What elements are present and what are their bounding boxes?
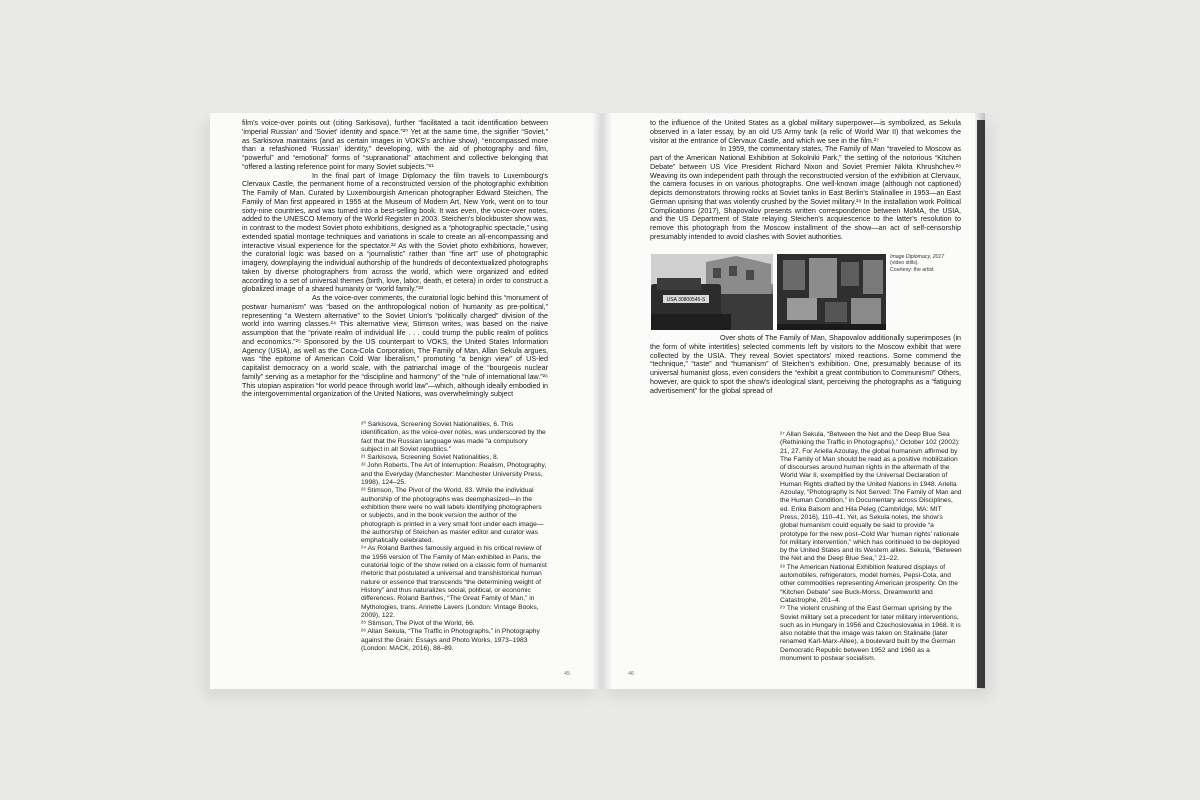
figure-caption [890, 254, 970, 273]
video-still-tank [651, 254, 773, 330]
caption-line-2: (video stills). [890, 260, 919, 267]
right-paragraph-2: In 1959, the commentary states, The Family of Man “traveled to Moscow as part of the American National Exhibition at Sokolniki Park,” the setting of the notorious “Kitchen Debate” between US Vice President Richard Nixon and Soviet Premier Nikita Khrushchev.²⁸ Weaving its own independent path through the reconstructed version of the exhibition at Clervaux, the camera focuses in on various photographs. One well-known image (although not captioned) depicts demonstrators throwing rocks at Soviet tanks in East Berlin's Stalinallee in 1953—an East German uprising that was violently crushed by the Soviet military.²⁹ In the installation work Political Complications (2017), Shapovalov presents written correspondence between MoMA, the USIA, and the US Department of State relaying Steichen's acquiescence to the latter's resolution to remove this photograph from the Moscow installment of the show—an act of self-censorship presumably intended to avoid clashes with Soviet authorities. [650, 145, 961, 241]
left-paragraph-1: film's voice-over points out (citing Sarkisova), further “facilitated a tacit identification between 'imperial Russian' and 'Soviet' identity and space.”²⁰ Yet at the same time, the signifier “Soviet,” as Sarkisova maintains (and as certain images in VOKS's archive show), “encompassed more than a refashioned 'Russian' identity,” developing, with the aid of photography and film, “powerful” and “emotional” forms of “supranational” attachment and collective belonging that “offered a lasting reference point for many Soviet subjects.”²¹ [242, 119, 548, 171]
footnote-28: ²⁸ The American National Exhibition featured displays of automobiles, refrigerators, model homes, Pepsi-Cola, and other commodities representing American prosperity. On the “Kitchen Debate” see Buck-Morss, Dreamworld and Catastrophe, 201–4. [780, 563, 958, 604]
right-page-number: 46 [628, 671, 635, 677]
footnote-22: ²² John Roberts, The Art of Interruption: Realism, Photography, and the Everyday (Manchester: Manchester University Press, 1998), 124–25. [361, 462, 547, 487]
footnote-27: ²⁷ Allan Sekula, “Between the Net and the Deep Blue Sea (Rethinking the Traffic in Photographs),” October 102 (2002): 21, 27. For Ariella Azoulay, the global humanism affirmed by The Family of Man should be read as a positive mobilization of discourses around human rights in the aftermath of the World War II, exemplified by the Universal Declaration of Human Rights drafted by the United Nations in 1948. Ariella Azoulay, “Photography Is Not Served: The Family of Man and the Human Condition,” in Documentary across Disciplines, ed. Erika Balsom and Hila Peleg (Cambridge, MA: MIT Press, 2016), 110–41. Yet, as Sekula notes, the show's global humanism could equally be said to provide “a prototype for the new post–Cold War 'human rights' rationale for military intervention,” which has continued to be deployed by the United States and its Western allies. Sekula, “Between the Net and the Deep Blue Sea,” 21–22. [780, 431, 962, 563]
left-page-number: 45 [564, 671, 571, 677]
footnote-29: ²⁹ The violent crushing of the East German uprising by the Soviet military set a precedent for later military interventions, such as in Hungary in 1956 and Czechoslovakia in 1968. It is also notable that the image was taken on Stalinalle (later renamed Karl-Marx-Allee), a boulevard built by the German Democratic Republic between 1952 and 1960 as a monument to postwar socialism. [780, 605, 961, 663]
caption-line-3: Courtesy: the artist [890, 266, 934, 273]
right-paragraph-1: to the influence of the United States as a global military superpower—is symbolized, as Sekula observed in a later essay, by an old US Army tank (a relic of World War II) that welcomes the visitor at the entrance of Clervaux Castle, and which we see in the film.²⁷ [650, 119, 961, 145]
left-paragraph-2: In the final part of Image Diplomacy the film travels to Luxembourg's Clervaux Castle, the permanent home of a reconstructed version of the photographic exhibition The Family of Man. Curated by Luxembourgish American photographer Edward Steichen, The Family of Man first appeared in 1955 at the Museum of Modern Art, New York, went on to tour sixty-nine countries, and was turned into a best-selling book. It was even, the voice-over notes, added to the UNESCO Memory of the World Register in 2003. Steichen's blockbuster show was, in contrast to the modest Soviet photo exhibitions, designed as a “photographic spectacle,” using extended spatial montage techniques and variations in scale to create an all-encompassing and interactive visual experience for the spectator.²² As with the Soviet photo exhibitions, however, the curatorial logic was based on a “journalistic” rather than “fine art” use of photographic imagery, downplaying the individual authorship of the hundreds of decontextualized photographs taken by diverse photographers from across the world, which were organized and edited according to a set of universal themes (birth, love, labor, death, et cetera) in order to construct a globalized image of a shared humanity or “world family.”²³ [242, 171, 548, 294]
footnote-26: ²⁶ Allan Sekula, “The Traffic in Photographs,” in Photography against the Grain: Essays and Photo Works, 1973–1983 (London: MACK, 2016), 88–89. [361, 628, 540, 653]
left-footnotes [361, 421, 549, 653]
right-body-text-top [650, 119, 961, 242]
video-still-exhibition [777, 254, 886, 330]
footnote-25: ²⁵ Stimson, The Pivot of the World, 66. [361, 620, 475, 628]
right-footnotes [780, 431, 962, 663]
footnote-21: ²¹ Sarkisova, Screening Soviet Nationalities, 8. [361, 454, 499, 462]
right-body-text-bottom [650, 334, 961, 395]
footnote-20: ²⁰ Sarkisova, Screening Soviet Nationalities, 6. This identification, as the voice-over notes, was underscored by the fact that the Russian language was made “a compulsory subject in all Soviet republics.” [361, 421, 546, 453]
footnote-23: ²³ Stimson, The Pivot of the World, 83. While the individual authorship of the photographs was deemphasized—in the exhibition there were no wall labels identifying photographers or subjects, and in the book version the author of the photograph is printed in a very small font under each image—the authorship of Steichen as master editor and curator was emphatically celebrated. [361, 487, 544, 545]
caption-line-1: Image Diplomacy, 2017 [890, 254, 945, 260]
tank-number-text: USA 30800545-S [666, 297, 706, 303]
cover-edge [977, 120, 985, 688]
exhibition-still-illustration [777, 254, 886, 330]
footnote-24: ²⁴ As Roland Barthes famously argued in his critical review of the 1956 version of The Family of Man exhibited in Paris, the curatorial logic of the show relied on a classic form of humanist rhetoric that postulated a universal and transhistorical human nature or essence that transcends “the determining weight of History” and thus naturalizes social, political, or economic differences. Roland Barthes, “The Great Family of Man,” in Mythologies, trans. Annette Lavers (London: Vintage Books, 2009), 122. [361, 545, 547, 619]
left-body-text [242, 119, 548, 399]
tank-still-illustration [651, 254, 773, 330]
right-paragraph-3: Over shots of The Family of Man, Shapovalov additionally superimposes (in the form of white intertitles) selected comments left by visitors to the Moscow exhibit that were collected by the USIA. They reveal Soviet spectators' mixed reactions. Some commend the “technique,” “taste” and “humanism” of Steichen's exhibition. One, presumably because of its universal humanist gloss, even considers the “exhibit a great contribution to Communism!” Others, however, are quick to spot the show's ideological slant, perceiving the photographs as a “fatiguing advertisement” for the global spread of [650, 334, 961, 395]
left-paragraph-3: As the voice-over comments, the curatorial logic behind this “monument of postwar humanism” was “based on the anthropological notion of humanity as pre-political,” representing “a Western alternative” to the Soviet Union's “politically charged” division of the world into warring classes.²⁴ This alternative view, Stimson writes, was based on the naive assumption that the “private realm of individual life . . . could trump the public realm of politics and economics.”²⁵ Sponsored by the US counterpart to VOKS, the United States Information Agency (USIA), as well as the Coca-Cola Corporation, The Family of Man, Allan Sekula argues, was “the epitome of American Cold War liberalism,” promoting “a benign view” of US-led capitalist democracy on a world scale, with the patriarchal image of the “bourgeois nuclear family” serving as a metaphor for the “discipline and harmony” of the “rule of international law.”²⁶ This utopian aspiration “for world peace through world law”—which, although ideally embodied in the intergovernmental organization of the United Nations, was overwhelmingly subject [242, 294, 548, 399]
